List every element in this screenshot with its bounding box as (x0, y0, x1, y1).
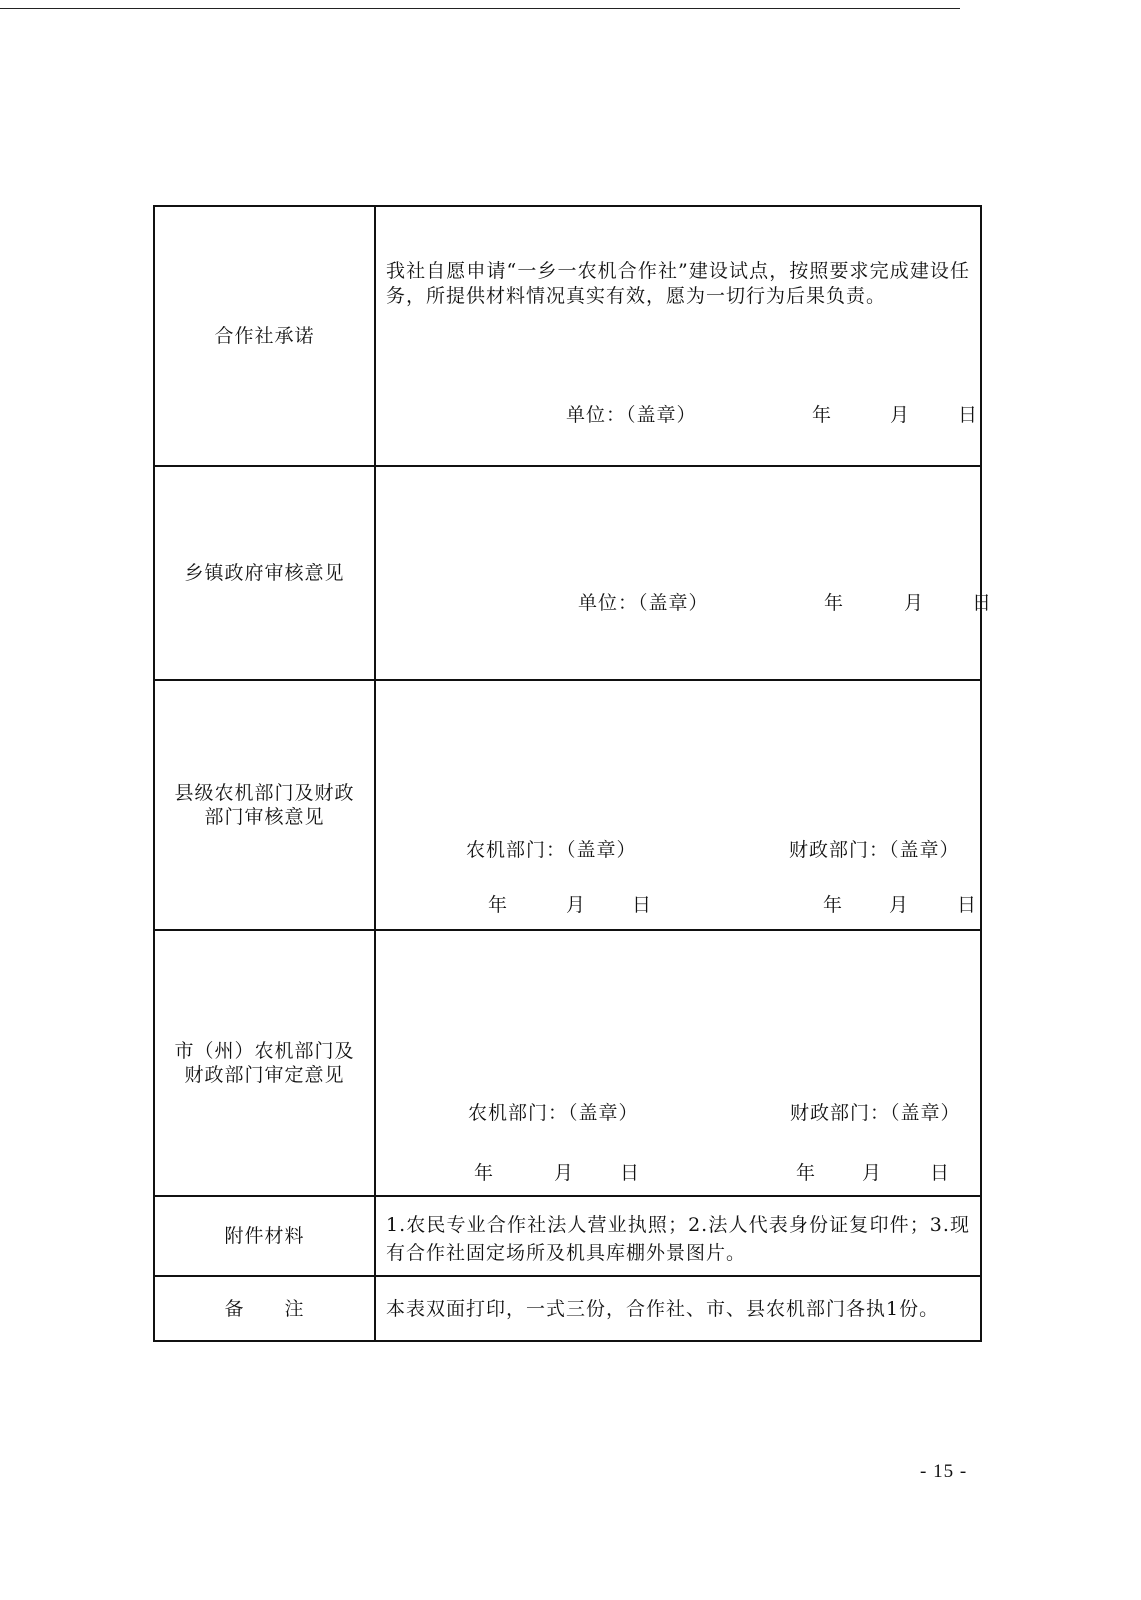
county-agri-seal: 农机部门：（盖章） (466, 839, 637, 861)
date-year: 年 (812, 404, 833, 426)
attachments-row (154, 1196, 981, 1276)
commitment-unit-seal: 单位：（盖章） (566, 404, 697, 426)
township-unit-seal: 单位：（盖章） (578, 592, 709, 614)
date-month: 月 (862, 1162, 883, 1184)
attachments-content (375, 1196, 981, 1276)
county-agri-date (488, 893, 652, 917)
county-finance-seal: 财政部门：（盖章） (789, 839, 960, 861)
city-content (375, 930, 981, 1196)
date-year: 年 (474, 1162, 495, 1184)
county-label: 县级农机部门及财政部门审核意见 (154, 680, 375, 930)
city-agri-seal: 农机部门：（盖章） (468, 1102, 639, 1124)
city-agri-date (474, 1161, 640, 1185)
date-year: 年 (488, 894, 509, 916)
city-label: 市（州）农机部门及财政部门审定意见 (154, 930, 375, 1196)
commitment-date (812, 403, 978, 427)
date-month: 月 (566, 894, 587, 916)
commitment-content (375, 206, 981, 466)
attachments-text: 1.农民专业合作社法人营业执照；2.法人代表身份证复印件；3.现有合作社固定场所及机具库棚外景图片。 (386, 1214, 970, 1264)
header-rule (0, 8, 960, 9)
township-row (154, 466, 981, 680)
page-number: - 15 - (920, 1461, 968, 1482)
county-row (154, 680, 981, 930)
date-day: 日 (930, 1162, 951, 1184)
date-month: 月 (889, 894, 910, 916)
date-year: 年 (823, 894, 844, 916)
date-day: 日 (632, 894, 653, 916)
remarks-row (154, 1276, 981, 1341)
date-month: 月 (890, 404, 911, 426)
remarks-content (375, 1276, 981, 1341)
date-day: 日 (957, 894, 978, 916)
county-content (375, 680, 981, 930)
township-date (824, 591, 992, 615)
date-day: 日 (620, 1162, 641, 1184)
remarks-label: 备 注 (154, 1276, 375, 1341)
township-content (375, 466, 993, 680)
commitment-text: 我社自愿申请“一乡一农机合作社”建设试点，按照要求完成建设任务，所提供材料情况真实有效，愿为一切行为后果负责。 (386, 260, 970, 307)
application-form-table (153, 205, 993, 1342)
city-row (154, 930, 981, 1196)
date-year: 年 (796, 1162, 817, 1184)
commitment-label: 合作社承诺 (154, 206, 375, 466)
attachments-label: 附件材料 (154, 1196, 375, 1276)
city-finance-seal: 财政部门：（盖章） (790, 1102, 961, 1124)
township-label: 乡镇政府审核意见 (154, 466, 375, 680)
date-day: 日 (958, 404, 979, 426)
remarks-text: 本表双面打印，一式三份，合作社、市、县农机部门各执1份。 (386, 1298, 940, 1320)
date-year: 年 (824, 592, 845, 614)
date-day: 日 (972, 592, 993, 614)
date-month: 月 (554, 1162, 575, 1184)
city-finance-date (796, 1161, 950, 1185)
date-month: 月 (904, 592, 925, 614)
county-finance-date (823, 893, 977, 917)
commitment-row (154, 206, 981, 466)
